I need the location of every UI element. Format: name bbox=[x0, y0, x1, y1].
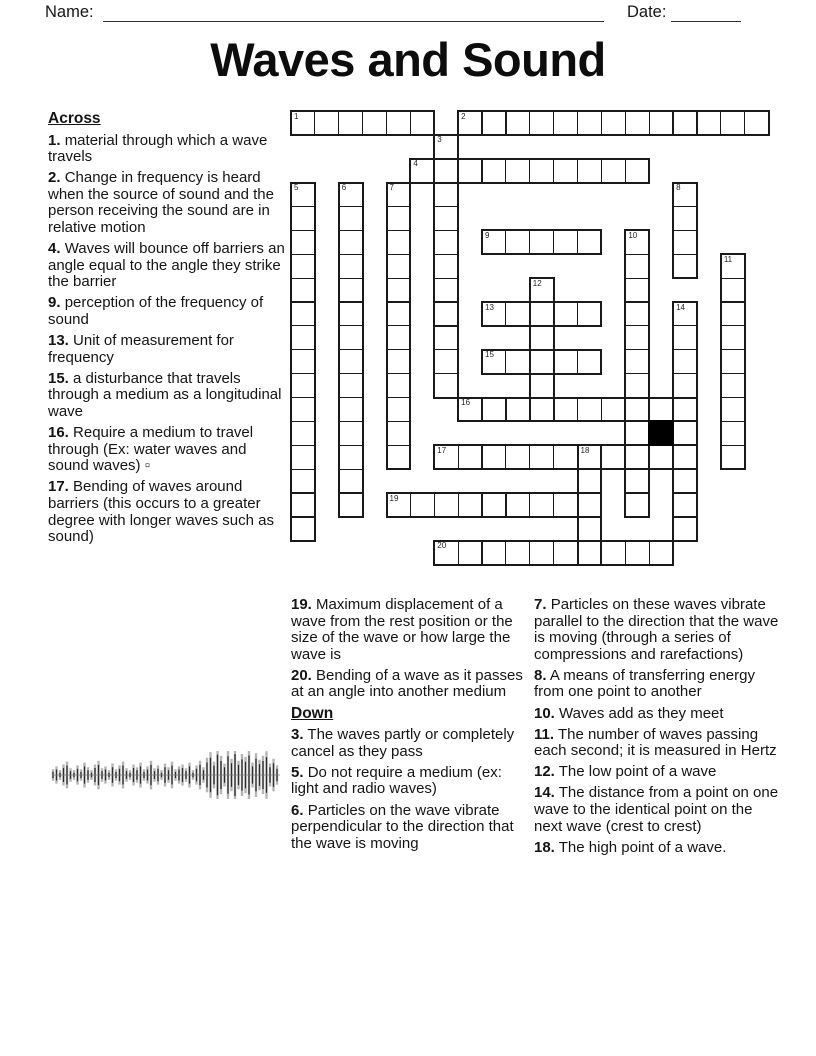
clue-number: 5. bbox=[291, 763, 304, 781]
grid-clue-number-3: 3 bbox=[437, 135, 442, 145]
grid-clue-number-13: 13 bbox=[485, 302, 494, 312]
cell-divider bbox=[626, 397, 648, 398]
cell-divider bbox=[435, 182, 457, 183]
date-fill-line[interactable] bbox=[671, 21, 741, 22]
cell-divider bbox=[579, 516, 601, 517]
clue-number: 1. bbox=[48, 131, 61, 149]
cell-divider bbox=[505, 231, 506, 253]
across-clues-column bbox=[48, 110, 286, 550]
cell-divider bbox=[722, 373, 744, 374]
cell-divider bbox=[577, 231, 578, 253]
clue-text: Do not require a medium (ex: light and radio waves) bbox=[291, 763, 502, 798]
cell-divider bbox=[674, 516, 696, 517]
cell-divider bbox=[722, 301, 744, 302]
cell-divider bbox=[388, 421, 410, 422]
cell-divider bbox=[674, 469, 696, 470]
cell-divider bbox=[314, 112, 315, 134]
cell-divider bbox=[435, 349, 457, 350]
clue-number: 8. bbox=[534, 666, 547, 684]
date-label: Date: bbox=[627, 3, 667, 21]
cell-divider bbox=[388, 301, 410, 302]
answer-1-across[interactable] bbox=[290, 110, 435, 136]
cell-divider bbox=[340, 278, 362, 279]
clue-number: 14. bbox=[534, 784, 555, 802]
clue-text: material through which a wave travels bbox=[48, 131, 268, 166]
clue-text: Unit of measurement for frequency bbox=[48, 332, 234, 366]
cell-divider bbox=[529, 160, 530, 182]
cell-divider bbox=[529, 542, 530, 564]
cell-divider bbox=[577, 303, 578, 325]
clue-number: 15. bbox=[48, 369, 69, 387]
crossword-grid[interactable] bbox=[290, 110, 770, 567]
cell-divider bbox=[696, 112, 697, 134]
cell-divider bbox=[435, 158, 457, 159]
cell-divider bbox=[649, 542, 650, 564]
cell-divider bbox=[626, 492, 648, 493]
cell-divider bbox=[531, 397, 553, 398]
grid-clue-number-4: 4 bbox=[413, 159, 418, 169]
clue-text: Bending of a wave as it passes at an angle into another medium bbox=[291, 666, 523, 701]
cell-divider bbox=[434, 494, 435, 516]
clue-down-11 bbox=[534, 727, 779, 760]
cell-divider bbox=[553, 231, 554, 253]
cell-divider bbox=[553, 160, 554, 182]
cell-divider bbox=[458, 446, 459, 468]
across-section-header: Across bbox=[48, 110, 101, 127]
cell-divider bbox=[435, 373, 457, 374]
cell-divider bbox=[579, 469, 601, 470]
cell-divider bbox=[674, 492, 696, 493]
clue-text: Bending of waves around barriers (this occurs to a greater degree with longer waves such as sound) bbox=[48, 478, 274, 546]
cell-divider bbox=[388, 278, 410, 279]
clue-text: Waves add as they meet bbox=[559, 704, 724, 722]
cell-divider bbox=[458, 542, 459, 564]
cell-divider bbox=[435, 325, 457, 326]
answer-17-across[interactable] bbox=[433, 444, 698, 470]
cell-divider bbox=[388, 445, 410, 446]
clue-down-12 bbox=[534, 764, 779, 781]
grid-clue-number-1: 1 bbox=[294, 111, 299, 121]
cell-divider bbox=[388, 397, 410, 398]
cell-divider bbox=[362, 112, 363, 134]
cell-divider bbox=[674, 445, 696, 446]
clue-across-16 bbox=[48, 425, 286, 475]
middle-clues-column bbox=[291, 597, 531, 857]
cell-divider bbox=[553, 112, 554, 134]
grid-clue-number-19: 19 bbox=[389, 493, 399, 503]
answer-5-down[interactable] bbox=[290, 182, 316, 542]
clue-number: 10. bbox=[534, 704, 555, 722]
cell-divider bbox=[340, 397, 362, 398]
cell-divider bbox=[674, 325, 696, 326]
sound-waveform-image bbox=[50, 747, 282, 803]
grid-clue-number-15: 15 bbox=[485, 350, 494, 360]
cell-divider bbox=[672, 112, 673, 134]
cell-divider bbox=[601, 160, 602, 182]
answer-8-down[interactable] bbox=[672, 182, 698, 280]
page-title: Waves and Sound bbox=[210, 33, 606, 86]
cell-divider bbox=[505, 399, 506, 421]
cell-divider bbox=[529, 112, 530, 134]
cell-divider bbox=[626, 301, 648, 302]
clue-down-8 bbox=[534, 668, 779, 701]
cell-divider bbox=[292, 325, 314, 326]
cell-divider bbox=[340, 230, 362, 231]
cell-divider bbox=[386, 112, 387, 134]
cell-divider bbox=[340, 445, 362, 446]
clue-text: perception of the frequency of sound bbox=[48, 294, 264, 329]
clue-number: 4. bbox=[48, 240, 61, 258]
clue-number: 7. bbox=[534, 596, 547, 613]
clue-text: Waves will bounce off barriers an angle equal to the angle they strike the barrier bbox=[48, 240, 285, 291]
answer-7-down[interactable] bbox=[386, 182, 412, 471]
clue-down-3 bbox=[291, 727, 531, 760]
cell-divider bbox=[579, 540, 601, 541]
clue-number: 9. bbox=[48, 294, 61, 312]
clue-text: The low point of a wave bbox=[558, 763, 717, 781]
cell-divider bbox=[458, 494, 459, 516]
answer-16-across[interactable] bbox=[457, 397, 698, 423]
cell-divider bbox=[531, 301, 553, 302]
name-fill-line[interactable] bbox=[103, 21, 604, 22]
cell-divider bbox=[722, 421, 744, 422]
cell-divider bbox=[674, 206, 696, 207]
cell-divider bbox=[626, 278, 648, 279]
cell-divider bbox=[722, 445, 744, 446]
cell-divider bbox=[292, 278, 314, 279]
cell-divider bbox=[601, 112, 602, 134]
cell-divider bbox=[529, 231, 530, 253]
answer-10-down[interactable] bbox=[624, 229, 650, 518]
clue-text: Change in frequency is heard when the source of sound and the person receiving the sound are in relative motion bbox=[48, 169, 274, 237]
cell-divider bbox=[388, 206, 410, 207]
cell-divider bbox=[481, 494, 482, 516]
cell-divider bbox=[626, 325, 648, 326]
cell-divider bbox=[340, 349, 362, 350]
grid-clue-number-2: 2 bbox=[461, 111, 466, 121]
clue-text: Particles on these waves vibrate parallel to the direction that the wave is moving (through a series of compressions and rarefactions) bbox=[534, 596, 779, 663]
cell-divider bbox=[340, 469, 362, 470]
clue-number: 19. bbox=[291, 596, 312, 613]
clue-across-19 bbox=[291, 597, 531, 663]
cell-divider bbox=[435, 301, 457, 302]
cell-divider bbox=[388, 325, 410, 326]
cell-divider bbox=[340, 492, 362, 493]
grid-clue-number-6: 6 bbox=[341, 183, 347, 193]
cell-divider bbox=[626, 349, 648, 350]
answer-19-across[interactable] bbox=[386, 492, 603, 518]
cell-divider bbox=[553, 446, 554, 468]
cell-divider bbox=[292, 254, 314, 255]
grid-clue-number-20: 20 bbox=[437, 541, 447, 551]
cell-divider bbox=[340, 206, 362, 207]
clue-down-18 bbox=[534, 840, 779, 857]
cell-divider bbox=[531, 325, 553, 326]
answer-9-across[interactable] bbox=[481, 229, 602, 255]
clue-down-7 bbox=[534, 597, 779, 663]
cell-divider bbox=[292, 349, 314, 350]
cell-divider bbox=[388, 254, 410, 255]
cell-divider bbox=[435, 254, 457, 255]
grid-clue-number-9: 9 bbox=[485, 230, 490, 240]
clue-across-15 bbox=[48, 371, 286, 421]
answer-6-down[interactable] bbox=[338, 182, 364, 518]
answer-3-down[interactable] bbox=[433, 134, 459, 399]
cell-divider bbox=[388, 373, 410, 374]
cell-divider bbox=[505, 160, 506, 182]
grid-clue-number-10: 10 bbox=[628, 230, 638, 240]
clue-text: The distance from a point on one wave to the identical point on the next wave (crest to crest) bbox=[534, 784, 779, 835]
cell-divider bbox=[744, 112, 745, 134]
cell-divider bbox=[340, 373, 362, 374]
grid-clue-number-17: 17 bbox=[437, 445, 447, 455]
cell-divider bbox=[529, 446, 530, 468]
cell-divider bbox=[674, 421, 696, 422]
cell-divider bbox=[292, 373, 314, 374]
cell-divider bbox=[435, 230, 457, 231]
clue-number: 17. bbox=[48, 478, 69, 496]
cell-divider bbox=[626, 445, 648, 446]
cell-divider bbox=[292, 230, 314, 231]
grid-clue-number-18: 18 bbox=[580, 445, 590, 455]
answer-14-down[interactable] bbox=[672, 301, 698, 542]
cell-divider bbox=[292, 206, 314, 207]
cell-divider bbox=[722, 349, 744, 350]
cell-divider bbox=[722, 325, 744, 326]
cell-divider bbox=[674, 373, 696, 374]
cell-divider bbox=[292, 445, 314, 446]
clue-number: 6. bbox=[291, 801, 304, 819]
grid-clue-number-8: 8 bbox=[676, 183, 681, 193]
clue-number: 16. bbox=[48, 424, 69, 442]
cell-divider bbox=[553, 494, 554, 516]
cell-divider bbox=[674, 349, 696, 350]
clue-number: 2. bbox=[48, 169, 61, 187]
clue-text: Particles on the wave vibrate perpendicular to the direction that the wave is moving bbox=[291, 801, 514, 852]
cell-divider bbox=[481, 446, 482, 468]
cell-divider bbox=[388, 230, 410, 231]
cell-divider bbox=[481, 399, 482, 421]
clue-down-6 bbox=[291, 803, 531, 853]
cell-divider bbox=[674, 397, 696, 398]
clue-across-13 bbox=[48, 333, 286, 366]
cell-divider bbox=[292, 301, 314, 302]
cell-divider bbox=[505, 494, 506, 516]
answer-12-down[interactable] bbox=[529, 277, 555, 422]
clue-text: The waves partly or completely cancel as they pass bbox=[291, 726, 515, 760]
cell-divider bbox=[292, 516, 314, 517]
cell-divider bbox=[435, 206, 457, 207]
cell-divider bbox=[626, 254, 648, 255]
cell-divider bbox=[625, 160, 626, 182]
cell-divider bbox=[625, 542, 626, 564]
clue-across-20 bbox=[291, 668, 531, 701]
cell-divider bbox=[481, 542, 482, 564]
grid-clue-number-12: 12 bbox=[532, 278, 542, 288]
answer-18-down[interactable] bbox=[577, 444, 603, 565]
grid-clue-number-14: 14 bbox=[676, 302, 685, 312]
cell-divider bbox=[481, 160, 482, 182]
clue-across-4 bbox=[48, 241, 286, 291]
cell-divider bbox=[601, 399, 602, 421]
cell-divider bbox=[626, 373, 648, 374]
cell-divider bbox=[292, 397, 314, 398]
answer-20-across[interactable] bbox=[433, 540, 674, 566]
grid-clue-number-16: 16 bbox=[461, 398, 471, 408]
cell-divider bbox=[720, 112, 721, 134]
cell-divider bbox=[340, 325, 362, 326]
cell-divider bbox=[531, 349, 553, 350]
clue-number: 13. bbox=[48, 332, 69, 350]
cell-divider bbox=[388, 349, 410, 350]
clue-number: 11. bbox=[534, 725, 555, 743]
clue-across-17 bbox=[48, 479, 286, 545]
down-clues-column bbox=[534, 597, 779, 861]
grid-clue-number-5: 5 bbox=[294, 183, 299, 193]
cell-divider bbox=[505, 446, 506, 468]
clue-down-5 bbox=[291, 765, 531, 798]
cell-divider bbox=[435, 278, 457, 279]
cell-divider bbox=[338, 112, 339, 134]
cell-divider bbox=[625, 112, 626, 134]
clue-number: 12. bbox=[534, 763, 555, 781]
cell-divider bbox=[505, 542, 506, 564]
cell-divider bbox=[410, 112, 411, 134]
clue-text: The high point of a wave. bbox=[558, 838, 727, 856]
black-cell bbox=[648, 420, 674, 446]
cell-divider bbox=[340, 301, 362, 302]
cell-divider bbox=[722, 278, 744, 279]
grid-clue-number-7: 7 bbox=[389, 183, 394, 193]
cell-divider bbox=[649, 112, 650, 134]
cell-divider bbox=[292, 492, 314, 493]
cell-divider bbox=[577, 351, 578, 373]
cell-divider bbox=[531, 373, 553, 374]
name-label: Name: bbox=[45, 3, 94, 21]
cell-divider bbox=[529, 494, 530, 516]
cell-divider bbox=[577, 112, 578, 134]
answer-11-down[interactable] bbox=[720, 253, 746, 470]
clue-number: 18. bbox=[534, 838, 555, 856]
clue-text: Require a medium to travel through (Ex: water waves and sound waves) ▫ bbox=[48, 424, 254, 475]
cell-divider bbox=[553, 542, 554, 564]
cell-divider bbox=[505, 303, 506, 325]
cell-divider bbox=[577, 160, 578, 182]
cell-divider bbox=[722, 397, 744, 398]
cell-divider bbox=[410, 494, 411, 516]
clue-down-10 bbox=[534, 706, 779, 723]
cell-divider bbox=[481, 112, 482, 134]
clue-across-9 bbox=[48, 295, 286, 328]
clue-text: The number of waves passing each second; it is measured in Hertz bbox=[534, 725, 777, 760]
cell-divider bbox=[674, 254, 696, 255]
cell-divider bbox=[292, 421, 314, 422]
cell-divider bbox=[626, 469, 648, 470]
clue-text: a disturbance that travels through a medium as a longitudinal wave bbox=[48, 369, 282, 420]
clue-text: Maximum displacement of a wave from the rest position or the size of the wave or how large the wave is bbox=[291, 596, 513, 663]
answer-2-across[interactable] bbox=[457, 110, 769, 136]
clue-text: A means of transferring energy from one point to another bbox=[534, 666, 755, 701]
cell-divider bbox=[505, 351, 506, 373]
down-section-header: Down bbox=[291, 704, 334, 722]
clue-across-2 bbox=[48, 170, 286, 236]
cell-divider bbox=[577, 399, 578, 421]
clue-across-1 bbox=[48, 133, 286, 166]
clue-number: 20. bbox=[291, 666, 312, 684]
clue-down-14 bbox=[534, 785, 779, 835]
cell-divider bbox=[626, 421, 648, 422]
cell-divider bbox=[292, 469, 314, 470]
cell-divider bbox=[579, 492, 601, 493]
cell-divider bbox=[674, 230, 696, 231]
grid-clue-number-11: 11 bbox=[723, 254, 733, 264]
clue-number: 3. bbox=[291, 726, 304, 744]
cell-divider bbox=[340, 421, 362, 422]
cell-divider bbox=[340, 254, 362, 255]
cell-divider bbox=[505, 112, 506, 134]
